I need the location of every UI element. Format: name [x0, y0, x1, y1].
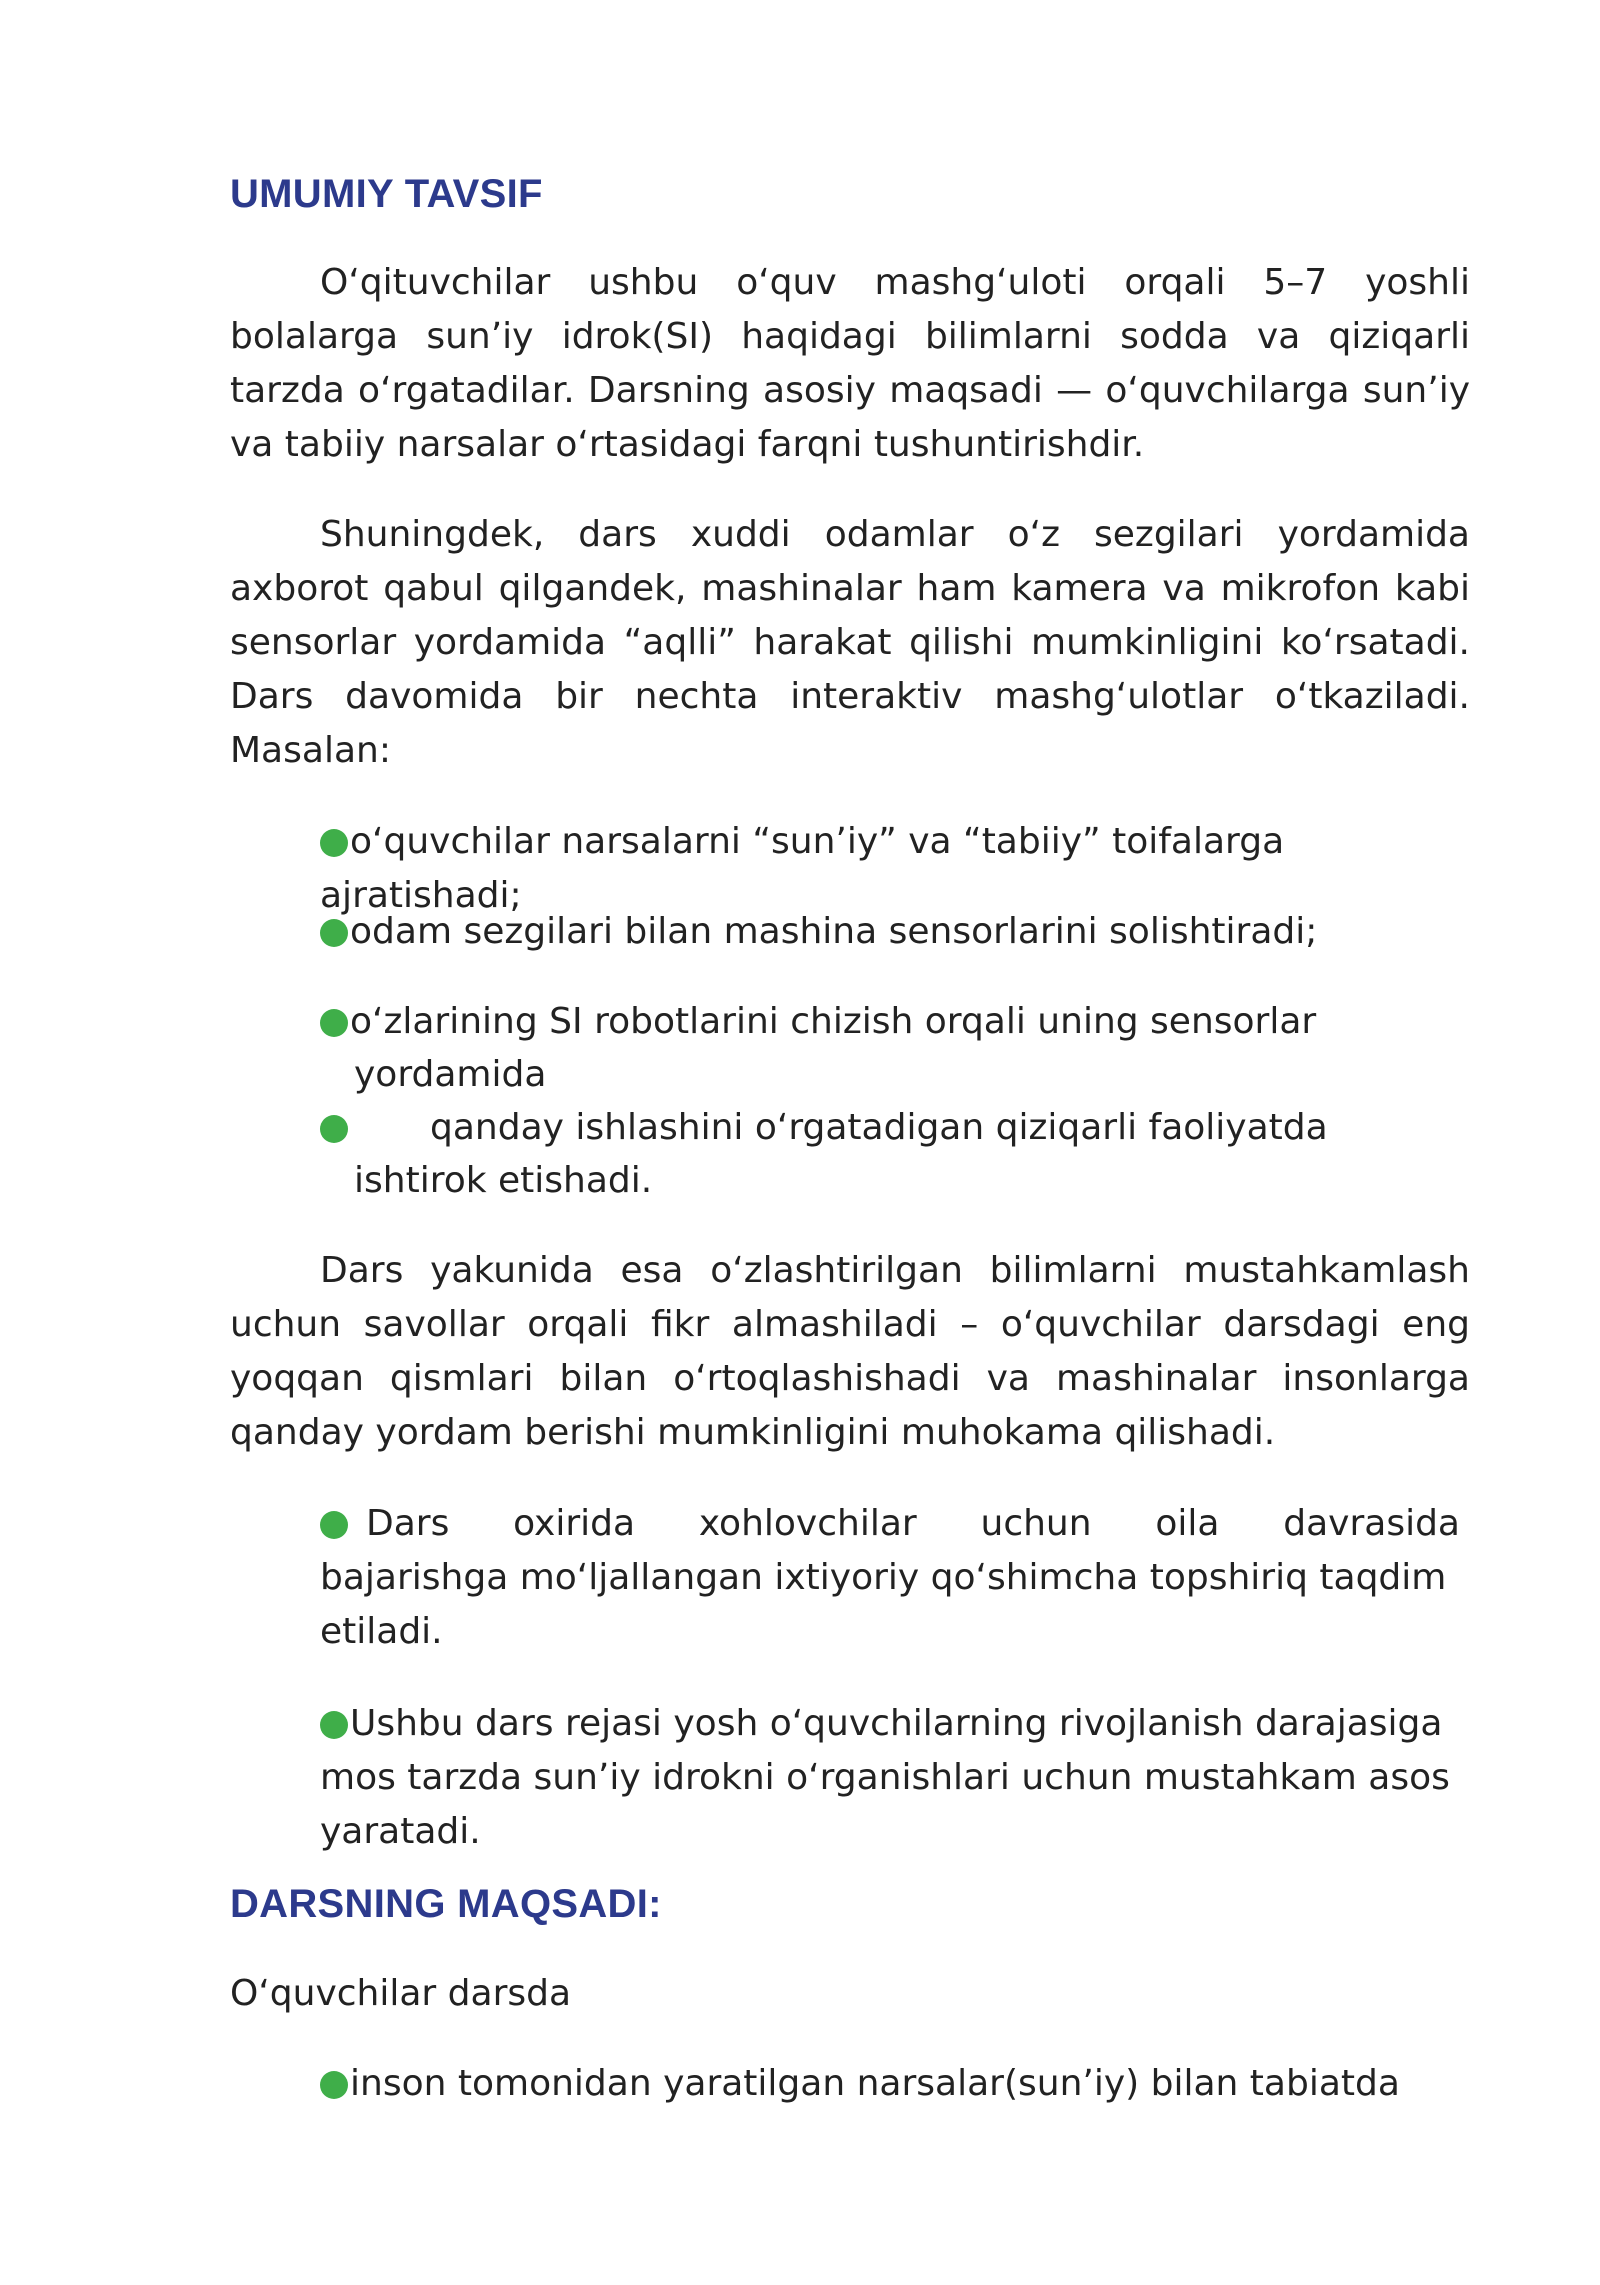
list-item-text: qanday ishlashini o‘rgatadigan qiziqarli faoliyatda [430, 1107, 1328, 1148]
list-item-note [320, 1497, 1460, 1659]
list-item-text: inson tomonidan yaratilgan narsalar(sun’iy) bilan tabiatda [350, 2063, 1400, 2104]
bullet-dot-icon [320, 1009, 348, 1037]
paragraph-details: Shuningdek, dars xuddi odamlar o‘z sezgilari yordamida axborot qabul qilgandek, mashinalar ham kamera va mikrofon kabi sensorlar yordamida “aqlli” harakat qilishi mumkinligini ko‘rsatadi. Dars davomida bir nechta interaktiv mashg‘ulotlar o‘tkaziladi. Masalan: [230, 514, 1470, 771]
list-item [320, 1101, 1470, 1155]
bullet-dot-icon [320, 919, 348, 947]
paragraph-intro: O‘qituvchilar ushbu o‘quv mashg‘uloti orqali 5–7 yoshli bolalarga sun’iy idrok(SI) haqidagi bilimlarni sodda va qiziqarli tarzda o‘rgatadilar. Darsning asosiy maqsadi — o‘quvchilarga sun’iy va tabiiy narsalar o‘rtasidagi farqni tushuntirishdir. [230, 262, 1470, 465]
list-item-text: Dars oxirida xohlovchilar uchun oila davrasida [366, 1503, 1460, 1544]
section-heading-umumiy-tavsif: UMUMIY TAVSIF [230, 172, 543, 216]
bullet-dot-icon [320, 2071, 348, 2099]
list-item-note [320, 1697, 1470, 1859]
section-intro-text: O‘quvchilar darsda [230, 1973, 572, 2014]
list-item-text: odam sezgilari bilan mashina sensorlarini solishtiradi; [350, 911, 1318, 952]
paragraph-conclusion: Dars yakunida esa o‘zlashtirilgan bilimlarni mustahkamlash uchun savollar orqali fikr almashiladi – o‘quvchilar darsdagi eng yoqqan qismlari bilan o‘rtoqlashishadi va mashinalar insonlarga qanday yordam berishi mumkinligini muhokama qilishadi. [230, 1250, 1470, 1453]
section-heading-darsning-maqsadi: DARSNING MAQSADI: [230, 1882, 662, 1926]
list-item [320, 2057, 1470, 2111]
list-item-text: Ushbu dars rejasi yosh o‘quvchilarning rivojlanish darajasiga mos tarzda sun’iy idrokni o‘rganishlari uchun mustahkam asos yaratadi. [320, 1703, 1450, 1852]
list-item [320, 995, 1470, 1049]
bullet-dot-icon [320, 1115, 348, 1143]
list-item-continuation: yordamida [354, 1054, 547, 1095]
list-item-text: o‘zlarining SI robotlarini chizish orqali uning sensorlar [350, 1001, 1317, 1042]
bullet-dot-icon [320, 829, 348, 857]
bullet-dot-icon [320, 1511, 348, 1539]
list-item-continuation: ishtirok etishadi. [354, 1160, 653, 1201]
list-item-text: o‘quvchilar narsalarni “sun’iy” va “tabiiy” toifalarga ajratishadi; [320, 821, 1285, 916]
list-item [320, 905, 1470, 959]
bullet-dot-icon [320, 1711, 348, 1739]
list-item-text: bajarishga mo‘ljallangan ixtiyoriy qo‘shimcha topshiriq taqdim etiladi. [320, 1557, 1447, 1652]
